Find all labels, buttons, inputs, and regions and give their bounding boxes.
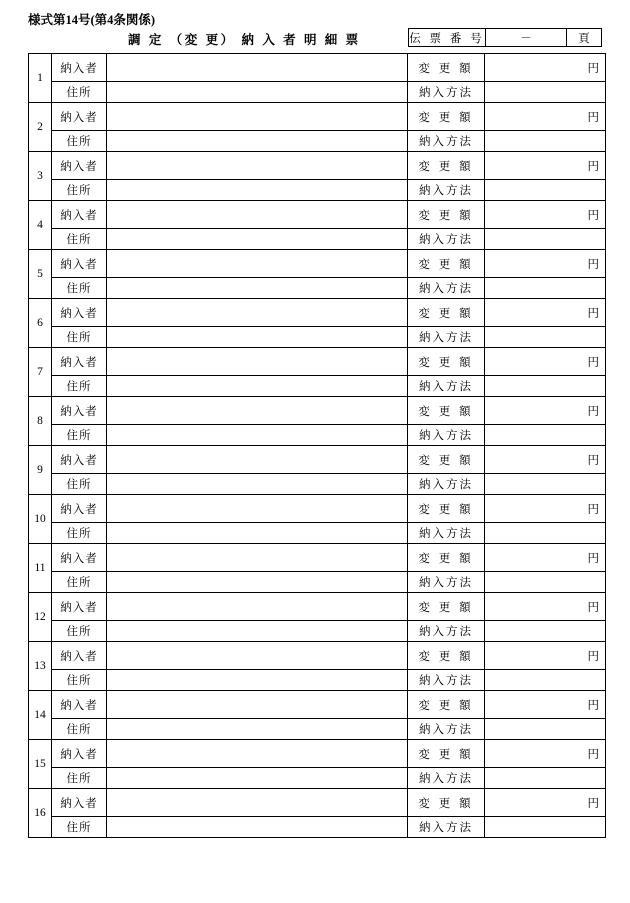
payer-name-field[interactable] xyxy=(107,544,408,572)
voucher-number-label: 伝 票 番 号 xyxy=(409,29,486,47)
payer-label: 納入者 xyxy=(60,258,98,271)
payer-label: 納入者 xyxy=(60,111,98,124)
payer-name-field[interactable] xyxy=(107,593,408,621)
change-amount-field[interactable] xyxy=(485,299,606,327)
row-number: 5 xyxy=(29,250,52,299)
table-row xyxy=(29,82,606,103)
yen-unit: 円 xyxy=(587,503,599,516)
address-field[interactable] xyxy=(107,425,408,446)
row-number: 1 xyxy=(29,54,52,103)
payment-method-field[interactable] xyxy=(485,670,606,691)
address-field[interactable] xyxy=(107,768,408,789)
change-amount-field[interactable] xyxy=(485,495,606,523)
change-amount-label: 変 更 額 xyxy=(418,797,474,810)
payer-name-field[interactable] xyxy=(107,446,408,474)
row-number: 10 xyxy=(29,495,52,544)
address-label: 住所 xyxy=(66,234,92,246)
row-number: 3 xyxy=(29,152,52,201)
table-row xyxy=(29,54,606,82)
change-amount-label: 変 更 額 xyxy=(418,552,474,565)
payment-method-field[interactable] xyxy=(485,817,606,838)
change-amount-field[interactable] xyxy=(485,397,606,425)
payment-method-label: 納入方法 xyxy=(419,332,473,344)
table-row xyxy=(29,544,606,572)
payment-method-label: 納入方法 xyxy=(419,773,473,785)
address-field[interactable] xyxy=(107,278,408,299)
change-amount-label: 変 更 額 xyxy=(418,699,474,712)
table-row xyxy=(29,180,606,201)
payment-method-field[interactable] xyxy=(485,425,606,446)
payer-label: 納入者 xyxy=(60,209,98,222)
address-field[interactable] xyxy=(107,621,408,642)
address-field[interactable] xyxy=(107,327,408,348)
yen-unit: 円 xyxy=(587,209,599,222)
yen-unit: 円 xyxy=(587,111,599,124)
address-field[interactable] xyxy=(107,474,408,495)
payment-method-label: 納入方法 xyxy=(419,283,473,295)
address-field[interactable] xyxy=(107,376,408,397)
form-number: 様式第14号(第4条関係) xyxy=(28,13,156,27)
payment-method-field[interactable] xyxy=(485,523,606,544)
payer-label: 納入者 xyxy=(60,307,98,320)
detail-table xyxy=(28,53,606,838)
payer-label: 納入者 xyxy=(60,552,98,565)
row-number: 12 xyxy=(29,593,52,642)
title-row xyxy=(28,28,602,50)
table-row xyxy=(29,397,606,425)
address-label: 住所 xyxy=(66,479,92,491)
payment-method-label: 納入方法 xyxy=(419,234,473,246)
payment-method-label: 納入方法 xyxy=(419,185,473,197)
payment-method-field[interactable] xyxy=(485,229,606,250)
payer-name-field[interactable] xyxy=(107,152,408,180)
table-row xyxy=(29,152,606,180)
payer-label: 納入者 xyxy=(60,454,98,467)
payment-method-label: 納入方法 xyxy=(419,430,473,442)
address-field[interactable] xyxy=(107,82,408,103)
address-label: 住所 xyxy=(66,528,92,540)
change-amount-field[interactable] xyxy=(485,593,606,621)
address-label: 住所 xyxy=(66,136,92,148)
row-number: 15 xyxy=(29,740,52,789)
payment-method-field[interactable] xyxy=(485,572,606,593)
address-field[interactable] xyxy=(107,523,408,544)
payment-method-field[interactable] xyxy=(485,131,606,152)
address-field[interactable] xyxy=(107,572,408,593)
change-amount-field[interactable] xyxy=(485,201,606,229)
row-number: 13 xyxy=(29,642,52,691)
payment-method-label: 納入方法 xyxy=(419,136,473,148)
row-number: 2 xyxy=(29,103,52,152)
payer-name-field[interactable] xyxy=(107,789,408,817)
table-row xyxy=(29,789,606,817)
change-amount-label: 変 更 額 xyxy=(418,307,474,320)
change-amount-label: 変 更 額 xyxy=(418,356,474,369)
table-row xyxy=(29,642,606,670)
table-row xyxy=(29,229,606,250)
change-amount-label: 変 更 額 xyxy=(418,503,474,516)
table-row xyxy=(29,817,606,838)
yen-unit: 円 xyxy=(587,748,599,761)
address-label: 住所 xyxy=(66,332,92,344)
payer-label: 納入者 xyxy=(60,356,98,369)
payment-method-field[interactable] xyxy=(485,180,606,201)
payer-name-field[interactable] xyxy=(107,740,408,768)
payer-name-field[interactable] xyxy=(107,201,408,229)
change-amount-field[interactable] xyxy=(485,348,606,376)
change-amount-label: 変 更 額 xyxy=(418,748,474,761)
address-label: 住所 xyxy=(66,773,92,785)
voucher-header-table xyxy=(408,28,602,47)
table-row xyxy=(29,768,606,789)
address-label: 住所 xyxy=(66,577,92,589)
payment-method-field[interactable] xyxy=(485,278,606,299)
yen-unit: 円 xyxy=(587,797,599,810)
voucher-header-row xyxy=(409,29,602,47)
change-amount-field[interactable] xyxy=(485,642,606,670)
payer-name-field[interactable] xyxy=(107,54,408,82)
yen-unit: 円 xyxy=(587,454,599,467)
table-row xyxy=(29,103,606,131)
change-amount-label: 変 更 額 xyxy=(418,258,474,271)
change-amount-label: 変 更 額 xyxy=(418,160,474,173)
change-amount-field[interactable] xyxy=(485,740,606,768)
address-field[interactable] xyxy=(107,817,408,838)
page-title: 調 定 （変 更） 納 入 者 明 細 票 xyxy=(128,33,361,47)
row-number: 9 xyxy=(29,446,52,495)
table-row xyxy=(29,621,606,642)
table-row xyxy=(29,572,606,593)
payment-method-label: 納入方法 xyxy=(419,822,473,834)
table-row xyxy=(29,376,606,397)
table-row xyxy=(29,425,606,446)
change-amount-label: 変 更 額 xyxy=(418,62,474,75)
table-row xyxy=(29,719,606,740)
payer-label: 納入者 xyxy=(60,503,98,516)
payer-name-field[interactable] xyxy=(107,397,408,425)
change-amount-field[interactable] xyxy=(485,446,606,474)
payer-name-field[interactable] xyxy=(107,642,408,670)
payer-name-field[interactable] xyxy=(107,103,408,131)
address-field[interactable] xyxy=(107,180,408,201)
change-amount-label: 変 更 額 xyxy=(418,405,474,418)
change-amount-label: 変 更 額 xyxy=(418,454,474,467)
row-number: 8 xyxy=(29,397,52,446)
change-amount-label: 変 更 額 xyxy=(418,601,474,614)
payment-method-label: 納入方法 xyxy=(419,724,473,736)
table-row xyxy=(29,278,606,299)
table-row xyxy=(29,670,606,691)
address-label: 住所 xyxy=(66,822,92,834)
payer-label: 納入者 xyxy=(60,601,98,614)
row-number: 16 xyxy=(29,789,52,838)
change-amount-field[interactable] xyxy=(485,103,606,131)
payment-method-label: 納入方法 xyxy=(419,528,473,540)
payment-method-label: 納入方法 xyxy=(419,577,473,589)
address-label: 住所 xyxy=(66,87,92,99)
address-label: 住所 xyxy=(66,626,92,638)
change-amount-field[interactable] xyxy=(485,789,606,817)
table-row xyxy=(29,495,606,523)
payment-method-field[interactable] xyxy=(485,474,606,495)
address-label: 住所 xyxy=(66,283,92,295)
payer-name-field[interactable] xyxy=(107,691,408,719)
payment-method-field[interactable] xyxy=(485,621,606,642)
table-row xyxy=(29,201,606,229)
yen-unit: 円 xyxy=(587,601,599,614)
row-number: 6 xyxy=(29,299,52,348)
table-row xyxy=(29,299,606,327)
payment-method-field[interactable] xyxy=(485,82,606,103)
table-row xyxy=(29,446,606,474)
payment-method-label: 納入方法 xyxy=(419,675,473,687)
row-number: 11 xyxy=(29,544,52,593)
table-row xyxy=(29,327,606,348)
change-amount-label: 変 更 額 xyxy=(418,111,474,124)
table-row xyxy=(29,348,606,376)
payment-method-label: 納入方法 xyxy=(419,381,473,393)
payer-name-field[interactable] xyxy=(107,299,408,327)
table-row xyxy=(29,740,606,768)
payer-label: 納入者 xyxy=(60,62,98,75)
address-field[interactable] xyxy=(107,670,408,691)
change-amount-field[interactable] xyxy=(485,691,606,719)
payment-method-field[interactable] xyxy=(485,768,606,789)
row-number: 14 xyxy=(29,691,52,740)
address-label: 住所 xyxy=(66,675,92,687)
table-row xyxy=(29,131,606,152)
row-number: 7 xyxy=(29,348,52,397)
change-amount-field[interactable] xyxy=(485,152,606,180)
voucher-number-value[interactable]: － xyxy=(486,29,567,47)
change-amount-field[interactable] xyxy=(485,544,606,572)
change-amount-field[interactable] xyxy=(485,54,606,82)
table-row xyxy=(29,691,606,719)
payer-label: 納入者 xyxy=(60,699,98,712)
table-row xyxy=(29,250,606,278)
yen-unit: 円 xyxy=(587,62,599,75)
yen-unit: 円 xyxy=(587,405,599,418)
address-label: 住所 xyxy=(66,430,92,442)
row-number: 4 xyxy=(29,201,52,250)
address-field[interactable] xyxy=(107,229,408,250)
table-row xyxy=(29,474,606,495)
yen-unit: 円 xyxy=(587,160,599,173)
payer-label: 納入者 xyxy=(60,650,98,663)
yen-unit: 円 xyxy=(587,356,599,369)
change-amount-field[interactable] xyxy=(485,250,606,278)
payment-method-label: 納入方法 xyxy=(419,87,473,99)
payment-method-field[interactable] xyxy=(485,376,606,397)
yen-unit: 円 xyxy=(587,307,599,320)
yen-unit: 円 xyxy=(587,552,599,565)
payer-label: 納入者 xyxy=(60,405,98,418)
address-label: 住所 xyxy=(66,381,92,393)
yen-unit: 円 xyxy=(587,699,599,712)
payer-name-field[interactable] xyxy=(107,495,408,523)
page-label: 頁 xyxy=(567,29,602,47)
yen-unit: 円 xyxy=(587,258,599,271)
address-field[interactable] xyxy=(107,719,408,740)
payment-method-label: 納入方法 xyxy=(419,479,473,491)
table-row xyxy=(29,593,606,621)
address-label: 住所 xyxy=(66,185,92,197)
change-amount-label: 変 更 額 xyxy=(418,209,474,222)
table-row xyxy=(29,523,606,544)
payer-label: 納入者 xyxy=(60,748,98,761)
payment-method-label: 納入方法 xyxy=(419,626,473,638)
change-amount-label: 変 更 額 xyxy=(418,650,474,663)
address-label: 住所 xyxy=(66,724,92,736)
address-field[interactable] xyxy=(107,131,408,152)
yen-unit: 円 xyxy=(587,650,599,663)
payer-label: 納入者 xyxy=(60,160,98,173)
payer-name-field[interactable] xyxy=(107,250,408,278)
payment-method-field[interactable] xyxy=(485,327,606,348)
payer-name-field[interactable] xyxy=(107,348,408,376)
payment-method-field[interactable] xyxy=(485,719,606,740)
payer-label: 納入者 xyxy=(60,797,98,810)
